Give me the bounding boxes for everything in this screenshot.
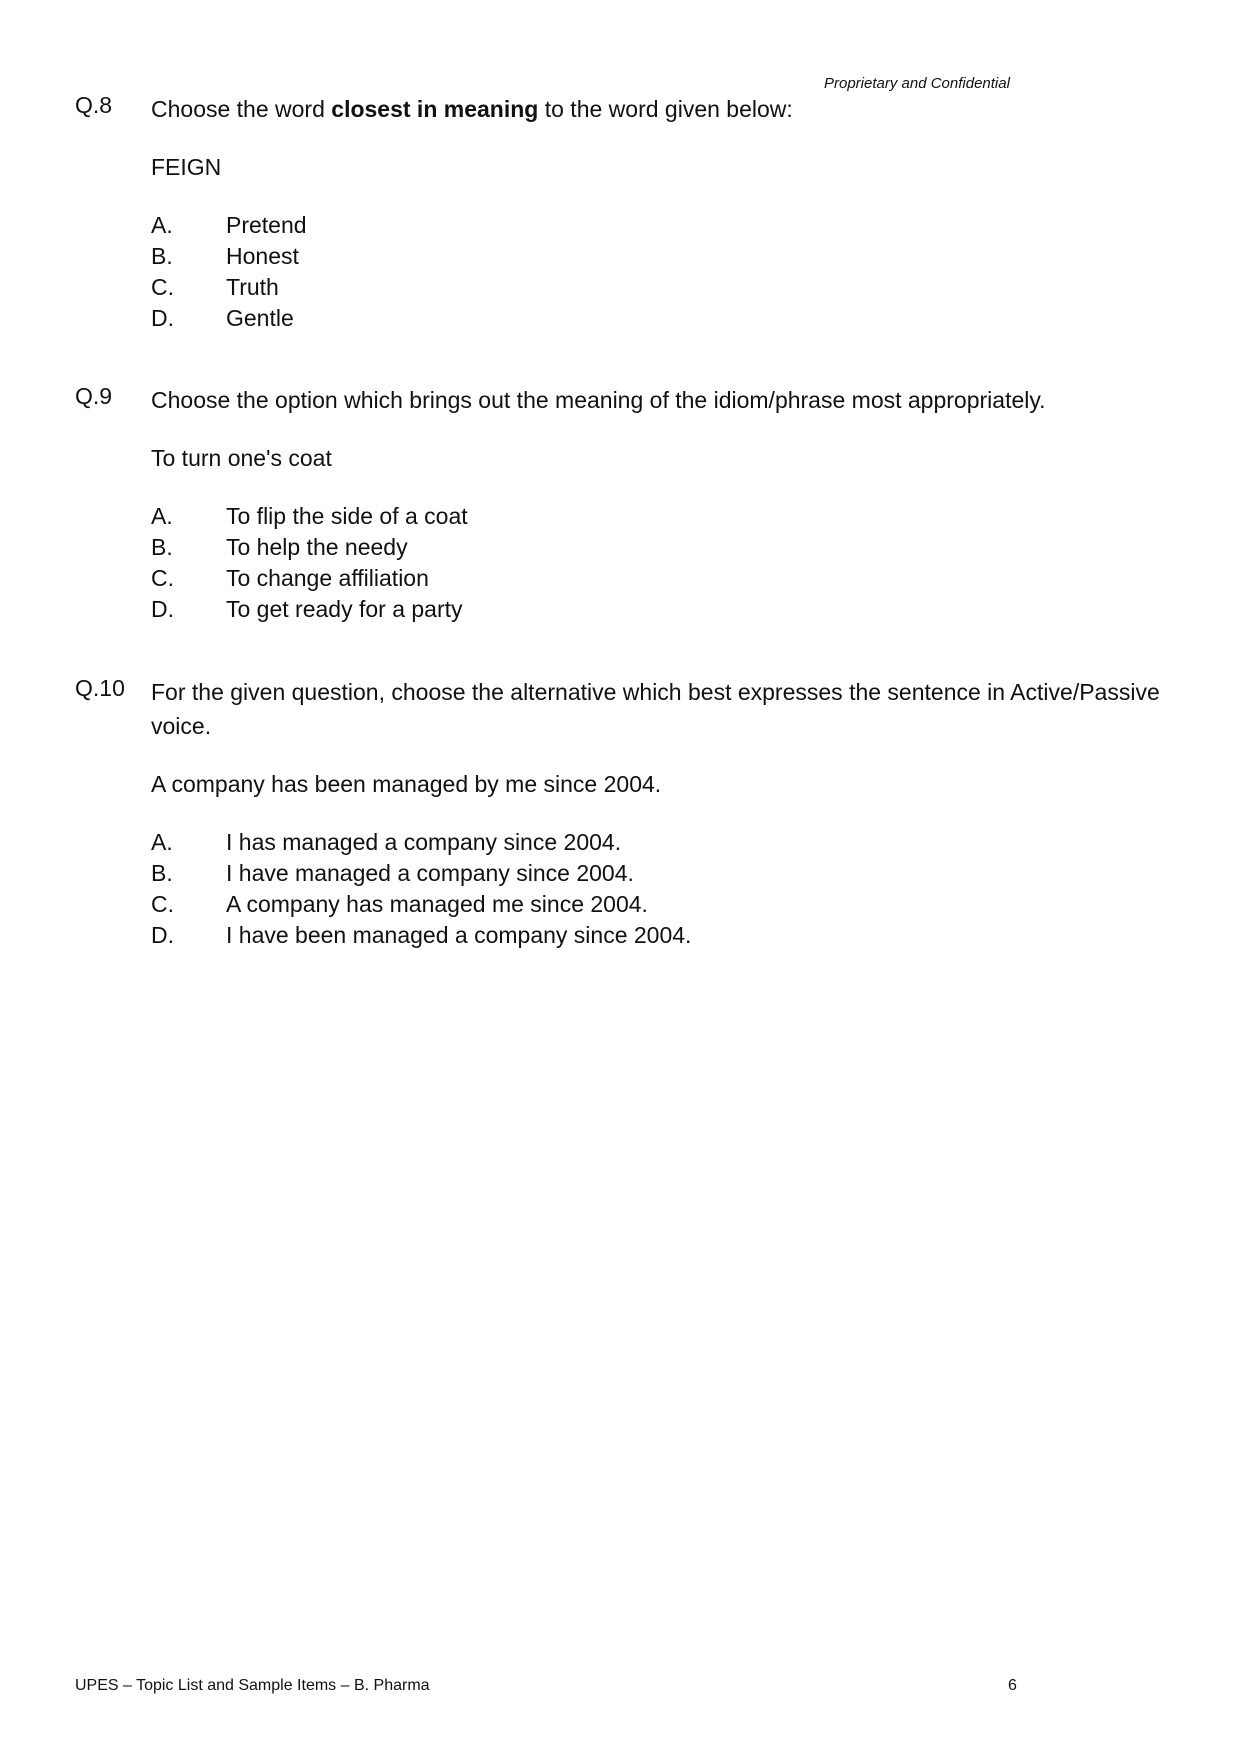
option-letter: A. (151, 503, 173, 529)
option-d (151, 594, 1175, 625)
option-text: Honest (226, 243, 299, 269)
page-number: 6 (1008, 1677, 1017, 1694)
option-list (151, 827, 1175, 951)
option-a (151, 501, 1175, 532)
option-c (151, 889, 1175, 920)
question-prompt: To turn one's coat (151, 445, 332, 471)
option-a (151, 827, 1175, 858)
question-text-bold: closest in meaning (331, 96, 539, 122)
option-text: A company has managed me since 2004. (226, 891, 648, 917)
option-letter: B. (151, 860, 173, 886)
option-letter: D. (151, 305, 174, 331)
option-d (151, 303, 1175, 334)
footer-document-title: UPES – Topic List and Sample Items – B. Pharma (75, 1677, 430, 1694)
question-text-part: Choose the word (151, 96, 332, 122)
confidential-note: Proprietary and Confidential (824, 75, 1010, 92)
option-list (151, 501, 1175, 625)
option-list (151, 210, 1175, 334)
option-d (151, 920, 1175, 951)
option-a (151, 210, 1175, 241)
option-text: Truth (226, 274, 279, 300)
question-number: Q.8 (75, 92, 113, 118)
option-c (151, 563, 1175, 594)
option-text: To get ready for a party (226, 596, 463, 622)
option-letter: B. (151, 243, 173, 269)
option-letter: B. (151, 534, 173, 560)
question-number: Q.10 (75, 675, 125, 701)
option-letter: A. (151, 212, 173, 238)
question-number: Q.9 (75, 383, 113, 409)
option-letter: A. (151, 829, 173, 855)
option-letter: C. (151, 565, 174, 591)
question-10 (75, 675, 1175, 951)
option-text: I have been managed a company since 2004. (226, 922, 692, 948)
question-prompt: A company has been managed by me since 2004. (151, 771, 662, 797)
option-text: I have managed a company since 2004. (226, 860, 634, 886)
option-letter: C. (151, 891, 174, 917)
option-text: To help the needy (226, 534, 408, 560)
option-letter: D. (151, 596, 174, 622)
option-text: To change affiliation (226, 565, 429, 591)
option-b (151, 241, 1175, 272)
option-letter: C. (151, 274, 174, 300)
option-letter: D. (151, 922, 174, 948)
option-text: To flip the side of a coat (226, 503, 468, 529)
question-8 (75, 92, 1175, 334)
option-b (151, 858, 1175, 889)
question-text (151, 92, 1171, 126)
option-c (151, 272, 1175, 303)
option-text: Gentle (226, 305, 294, 331)
question-text: Choose the option which brings out the meaning of the idiom/phrase most appropriately. (151, 387, 1046, 413)
option-text: Pretend (226, 212, 307, 238)
question-9 (75, 383, 1175, 625)
option-b (151, 532, 1175, 563)
question-text: For the given question, choose the alternative which best expresses the sentence in Active/Passive voice. (151, 679, 1160, 739)
question-text-part: to the word given below: (538, 96, 793, 122)
question-prompt: FEIGN (151, 154, 222, 180)
option-text: I has managed a company since 2004. (226, 829, 622, 855)
